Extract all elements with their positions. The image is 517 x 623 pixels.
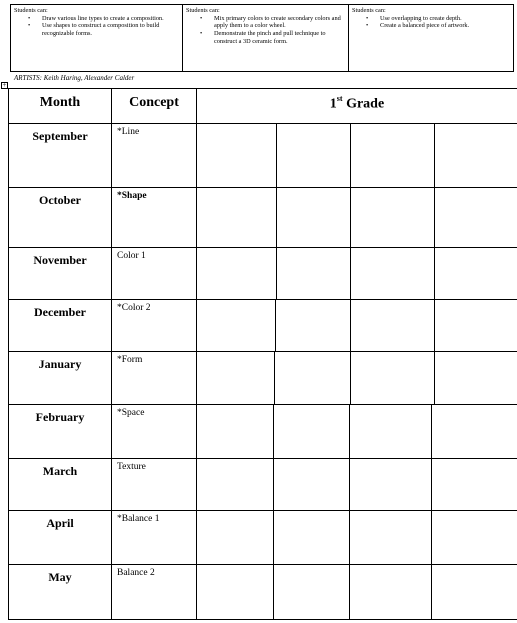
- month-cell: November: [9, 248, 112, 299]
- grade-cell[interactable]: [435, 248, 517, 299]
- grade-cell[interactable]: [276, 300, 351, 351]
- grade-cell[interactable]: [197, 565, 274, 619]
- grade-cell[interactable]: [197, 124, 277, 187]
- grade-cell[interactable]: [351, 124, 435, 187]
- concept-cell: *Balance 1: [112, 511, 197, 564]
- table-row: [9, 404, 517, 458]
- grade-cell[interactable]: [435, 300, 517, 351]
- grade-cell[interactable]: [274, 565, 350, 619]
- concept-cell: Balance 2: [112, 565, 197, 619]
- grade-cell[interactable]: [277, 124, 351, 187]
- grade-cell[interactable]: [197, 248, 277, 299]
- grade-cell[interactable]: [432, 405, 517, 458]
- grade-number: 1: [329, 96, 337, 112]
- grade-cell[interactable]: [432, 459, 517, 510]
- grade-cell[interactable]: [277, 248, 351, 299]
- header-month: Month: [9, 89, 112, 123]
- curriculum-table: [8, 88, 517, 620]
- grade-cell[interactable]: [197, 405, 274, 458]
- grade-cell[interactable]: [274, 459, 350, 510]
- grade-cell[interactable]: [274, 511, 350, 564]
- objectives-column-3: [349, 5, 513, 71]
- grade-cell[interactable]: [197, 300, 276, 351]
- objective-item: • Create a balanced piece of artwork.: [352, 22, 510, 30]
- objectives-heading: Students can:: [352, 7, 386, 14]
- objectives-heading: Students can:: [14, 7, 48, 14]
- grade-cell[interactable]: [432, 511, 517, 564]
- grade-cell[interactable]: [275, 352, 351, 404]
- objective-item: • Use overlapping to create depth.: [352, 15, 510, 23]
- grade-cell[interactable]: [432, 565, 517, 619]
- grade-cell[interactable]: [350, 511, 432, 564]
- header-concept: Concept: [112, 89, 197, 123]
- objectives-column-2: [183, 5, 349, 71]
- concept-cell: *Line: [112, 124, 197, 187]
- objectives-column-1: [11, 5, 183, 71]
- grade-cell[interactable]: [197, 352, 275, 404]
- grade-cell[interactable]: [351, 352, 435, 404]
- artists-note: ARTISTS: Keith Haring, Alexander Calder: [14, 74, 135, 82]
- month-cell: October: [9, 188, 112, 247]
- table-row: [9, 299, 517, 351]
- table-row: [9, 351, 517, 404]
- grade-cell[interactable]: [435, 188, 517, 247]
- grade-cell[interactable]: [197, 511, 274, 564]
- concept-cell: Color 1: [112, 248, 197, 299]
- objective-item: • Use shapes to construct a composition to build recognizable forms.: [14, 22, 179, 37]
- concept-cell: *Shape: [112, 188, 197, 247]
- table-row: [9, 187, 517, 247]
- grade-cell[interactable]: [350, 405, 432, 458]
- objectives-table: [10, 4, 514, 72]
- concept-cell: *Form: [112, 352, 197, 404]
- grade-cell[interactable]: [351, 248, 435, 299]
- concept-cell: Texture: [112, 459, 197, 510]
- month-cell: April: [9, 511, 112, 564]
- grade-cell[interactable]: [197, 188, 277, 247]
- concept-cell: *Space: [112, 405, 197, 458]
- concept-cell: *Color 2: [112, 300, 197, 351]
- grade-label: Grade: [342, 96, 385, 112]
- month-cell: January: [9, 352, 112, 404]
- grade-cell[interactable]: [350, 565, 432, 619]
- grade-cell[interactable]: [435, 352, 517, 404]
- grade-suffix: st: [336, 94, 343, 103]
- objective-item: • Draw various line types to create a composition.: [14, 15, 179, 23]
- grade-cell[interactable]: [435, 124, 517, 187]
- objective-item: • Mix primary colors to create secondary colors and apply them to a color wheel.: [186, 15, 345, 30]
- month-cell: May: [9, 565, 112, 619]
- grade-cell[interactable]: [274, 405, 350, 458]
- grade-cell[interactable]: [197, 459, 274, 510]
- grade-cell[interactable]: [277, 188, 351, 247]
- grade-cell[interactable]: [351, 300, 435, 351]
- table-row: [9, 510, 517, 564]
- table-row: [9, 123, 517, 187]
- month-cell: March: [9, 459, 112, 510]
- header-grade: [197, 89, 517, 123]
- table-row: [9, 564, 517, 619]
- table-move-handle-icon[interactable]: +: [2, 81, 7, 89]
- table-row: [9, 247, 517, 299]
- month-cell: September: [9, 124, 112, 187]
- month-cell: December: [9, 300, 112, 351]
- grade-cell[interactable]: [350, 459, 432, 510]
- objective-item: • Demonstrate the pinch and pull technique to construct a 3D ceramic form.: [186, 30, 345, 45]
- objectives-heading: Students can:: [186, 7, 220, 14]
- table-row: [9, 458, 517, 510]
- grade-cell[interactable]: [351, 188, 435, 247]
- month-cell: February: [9, 405, 112, 458]
